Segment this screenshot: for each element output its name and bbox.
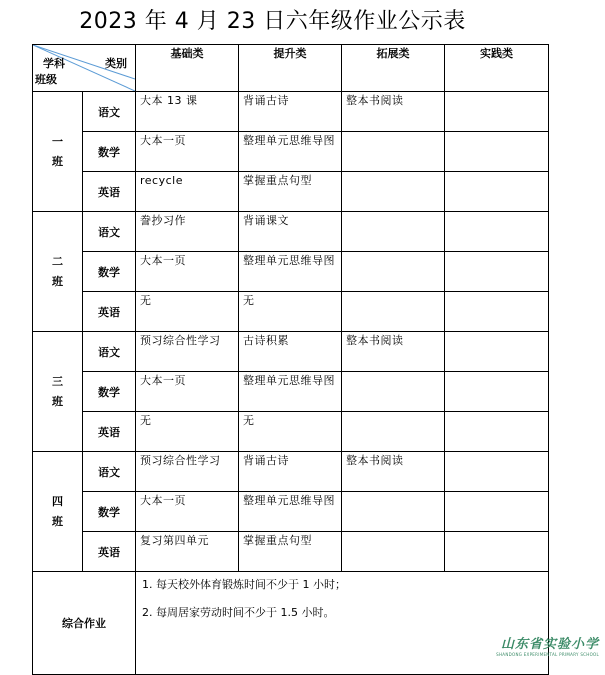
homework-cell: 古诗积累 [239,332,342,372]
homework-cell: 誊抄习作 [136,212,239,252]
table-row [33,332,549,372]
subject-label: 语文 [83,212,136,252]
homework-cell [342,212,445,252]
school-logo-subtitle: SHANDONG EXPERIMENTAL PRIMARY SCHOOL [496,652,599,657]
homework-cell [445,532,549,572]
subject-label: 数学 [83,132,136,172]
header-corner [33,45,136,92]
homework-cell: recycle [136,172,239,212]
table-row [33,372,549,412]
homework-cell: 整理单元思维导图 [239,132,342,172]
table-row [33,412,549,452]
homework-cell [445,132,549,172]
summary-row [33,572,549,675]
subject-label: 数学 [83,252,136,292]
school-logo-name: 山东省实验小学 [500,637,599,652]
subject-label: 数学 [83,492,136,532]
table-row [33,92,549,132]
table-row [33,492,549,532]
table-row [33,532,549,572]
page-title: 2023 年 4 月 23 日六年级作业公示表 [79,9,466,34]
homework-cell: 无 [136,412,239,452]
subject-label: 语文 [83,452,136,492]
homework-cell [445,452,549,492]
homework-cell: 无 [136,292,239,332]
homework-cell [445,332,549,372]
class-label: 三 班 [33,332,83,452]
homework-cell: 掌握重点句型 [239,172,342,212]
school-logo [496,633,599,657]
subject-label: 英语 [83,172,136,212]
corner-category-label: 类别 [105,57,127,70]
homework-table [32,44,549,675]
column-header-basic: 基础类 [136,45,239,92]
homework-cell [342,532,445,572]
column-header-improve: 提升类 [239,45,342,92]
subject-label: 语文 [83,92,136,132]
homework-cell: 整理单元思维导图 [239,492,342,532]
homework-cell: 掌握重点句型 [239,532,342,572]
homework-cell: 大本一页 [136,492,239,532]
table-row [33,252,549,292]
homework-cell: 复习第四单元 [136,532,239,572]
table-row [33,132,549,172]
homework-cell: 无 [239,412,342,452]
summary-item: 2. 每周居家劳动时间不少于 1.5 小时。 [142,606,335,619]
homework-cell: 预习综合性学习 [136,332,239,372]
homework-cell [445,492,549,532]
homework-cell: 整理单元思维导图 [239,372,342,412]
homework-cell [342,292,445,332]
homework-cell [445,212,549,252]
homework-cell: 背诵古诗 [239,452,342,492]
homework-cell [445,172,549,212]
homework-cell [342,252,445,292]
homework-cell [342,492,445,532]
column-header-extend: 拓展类 [342,45,445,92]
subject-label: 英语 [83,532,136,572]
homework-cell: 大本一页 [136,132,239,172]
header-row [33,45,549,92]
homework-cell: 背诵古诗 [239,92,342,132]
table-row [33,452,549,492]
table-row [33,292,549,332]
homework-cell [445,412,549,452]
class-label: 二 班 [33,212,83,332]
homework-cell: 整本书阅读 [342,92,445,132]
homework-cell [445,252,549,292]
homework-cell [342,372,445,412]
homework-cell [445,92,549,132]
summary-item: 1. 每天校外体育锻炼时间不少于 1 小时； [142,578,346,591]
homework-cell: 预习综合性学习 [136,452,239,492]
homework-cell: 大本一页 [136,372,239,412]
subject-label: 英语 [83,292,136,332]
homework-cell: 大本 13 课 [136,92,239,132]
table-row [33,212,549,252]
homework-cell [445,372,549,412]
homework-cell [342,132,445,172]
table-row [33,172,549,212]
summary-label: 综合作业 [33,572,136,675]
corner-subject-label: 学科 [43,57,65,70]
homework-cell: 整理单元思维导图 [239,252,342,292]
subject-label: 数学 [83,372,136,412]
homework-cell: 整本书阅读 [342,332,445,372]
corner-class-label: 班级 [35,73,57,86]
subject-label: 英语 [83,412,136,452]
class-label: 一 班 [33,92,83,212]
homework-cell [342,412,445,452]
class-label: 四 班 [33,452,83,572]
homework-cell: 背诵课文 [239,212,342,252]
column-header-practice: 实践类 [445,45,549,92]
subject-label: 语文 [83,332,136,372]
homework-cell: 大本一页 [136,252,239,292]
homework-cell [342,172,445,212]
homework-cell: 无 [239,292,342,332]
homework-cell: 整本书阅读 [342,452,445,492]
summary-content [136,572,549,675]
homework-cell [445,292,549,332]
